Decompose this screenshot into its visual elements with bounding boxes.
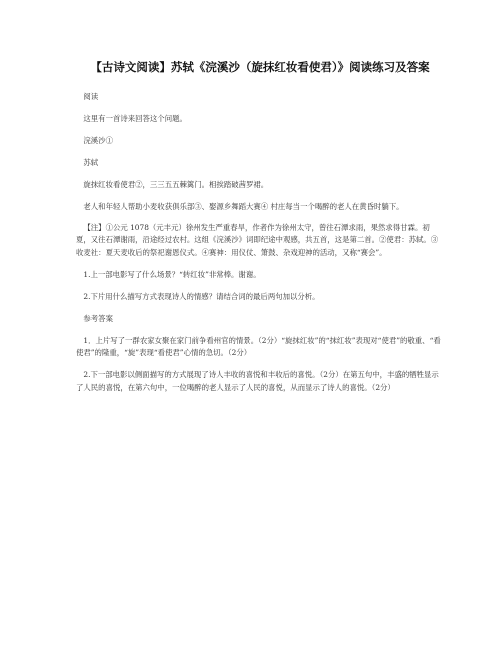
section-heading-read: 阅读 [83, 92, 99, 101]
poem-title: 浣溪沙① [83, 136, 113, 145]
question-2: 2.下片用什么描写方式表现诗人的情感？请结合词的最后两句加以分析。 [83, 291, 320, 301]
poem-author: 苏轼 [83, 158, 99, 167]
answer-1: 1．上片写了一群农家女聚在家门前争看州官的情景。（2分）“旋抹红妆”的“抹红妆”表现对“使君”的敬重、“看使君”的隆重，“旋”表现“看使君”心情的急切。（2分） [76, 335, 441, 357]
instruction-text: 这里有一首诗来回答这个问题。 [83, 114, 187, 123]
answer-2: 2.下一部电影以侧面描写的方式展现了诗人丰收的喜悦和丰收后的喜悦。（2分）在第五句中，丰盛的牺牲显示了人民的喜悦，在第六句中，一位喝醉的老人显示了人民的喜悦，从而显示了诗人的喜悦。（2分） [76, 370, 439, 392]
document-title: 【古诗文阅读】苏轼《浣溪沙（旋抹红妆看使君）》阅读练习及答案 [90, 60, 430, 74]
poem-line-lower: 老人和年轻人帮助小麦收获俱乐部③、娶源乡舞蹈大赛④ 村庄每当一个喝醉的老人在黄昏时躺下。 [83, 202, 404, 211]
question-1: 1.上一部电影写了什么场景？“转红妆”非常棒。谢谢。 [83, 269, 261, 279]
answer-heading: 参考答案 [83, 313, 113, 323]
poem-line-upper: 旋抹红妆看使君②，三三五五棘篱门。相挨踏破茜罗裙。 [83, 180, 269, 189]
document-body [76, 91, 444, 394]
annotation-note: 【注】①公元 1078（元丰元）徐州发生严重春旱，作者作为徐州太守，曾往石潭求雨，果然求得甘霖。初夏，又往石潭谢雨，沿途经过农村。这组《浣溪沙》词即纪途中观感，共五首，这是第二首。②使君：苏轼。③收麦社：夏天麦收后的祭祀谢恩仪式。④赛神：用仪仗、箫鼓、杂戏迎神的活动，又称“赛会”。 [76, 222, 439, 257]
